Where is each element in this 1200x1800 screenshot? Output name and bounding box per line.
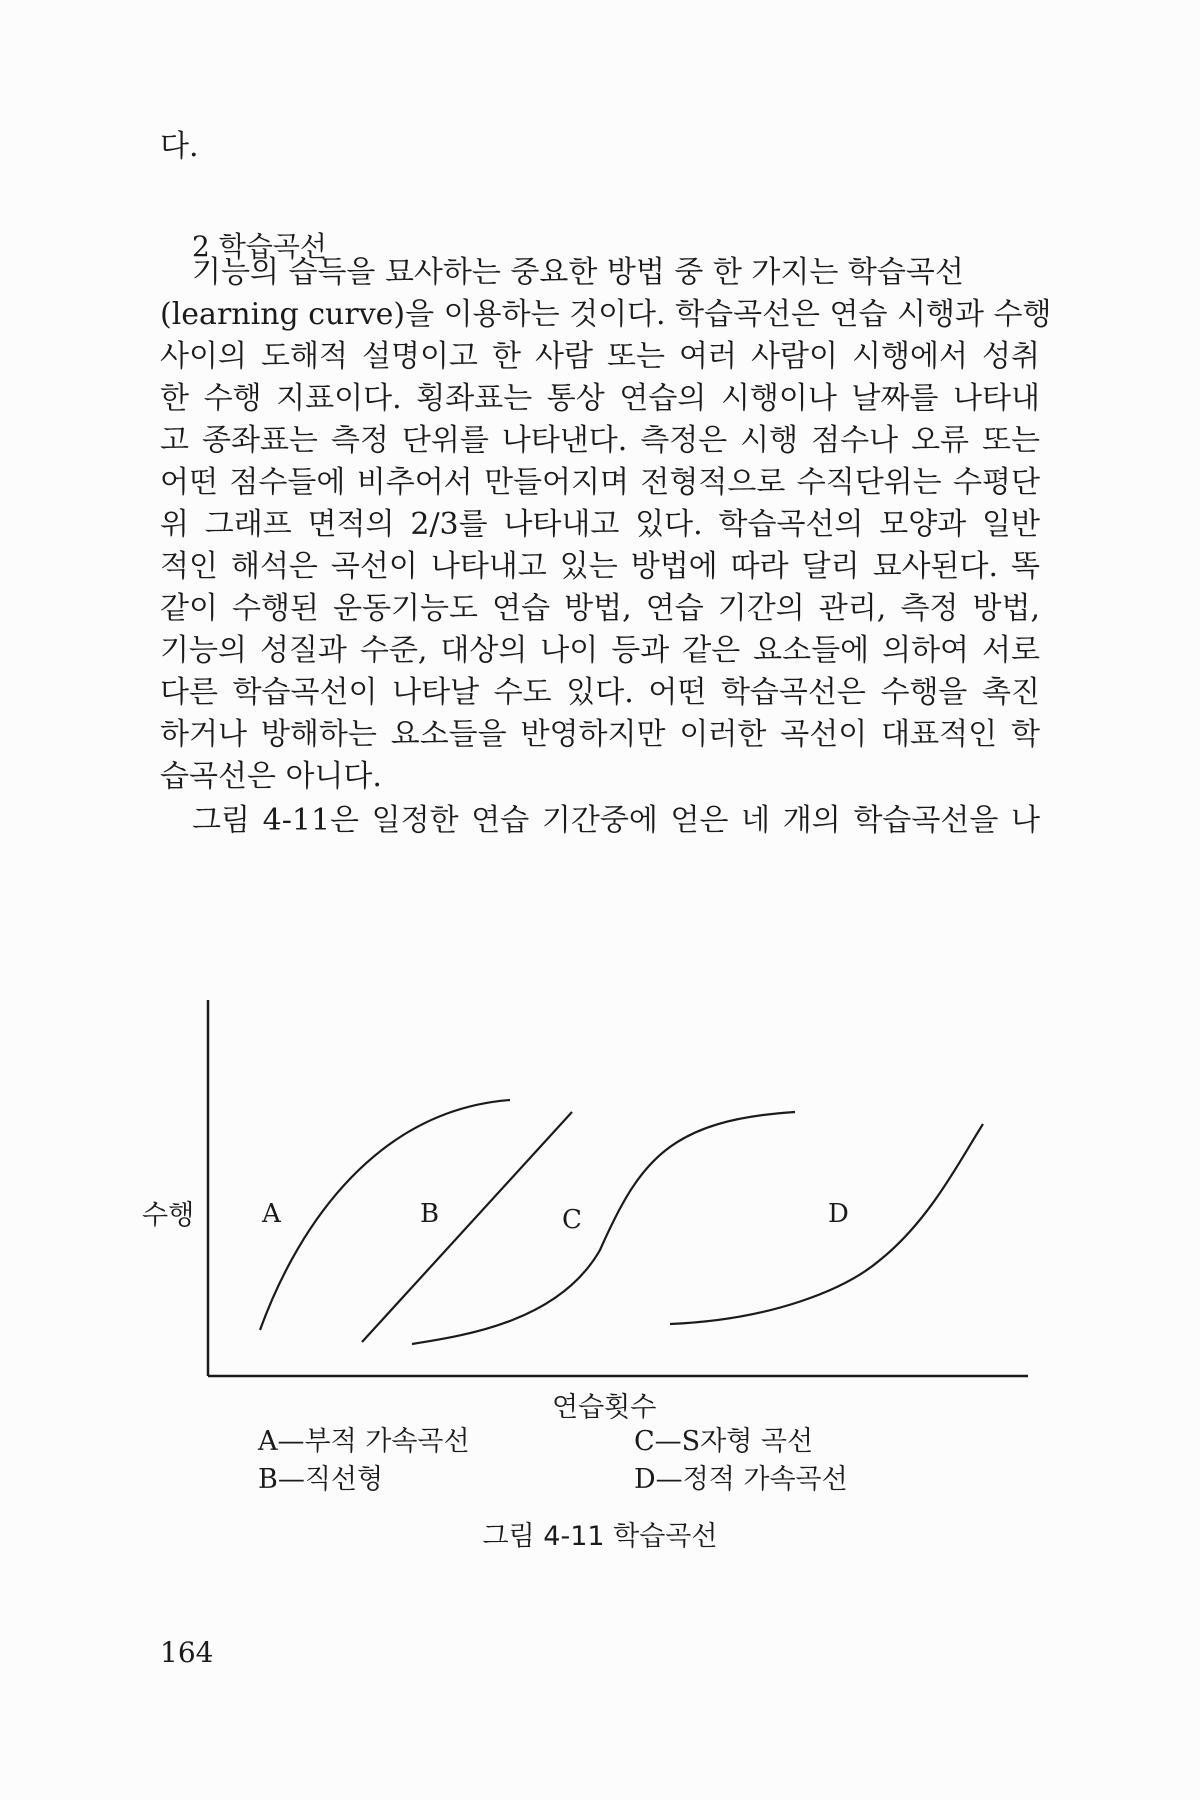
paragraph-line: 적인 해석은 곡선이 나타내고 있는 방법에 따라 달리 묘사된다. 똑 [160,549,1040,584]
curve-a [260,1100,510,1330]
curve-label-c: C [562,1205,582,1235]
legend-item-c: C—S자형 곡선 [634,1426,814,1457]
paragraph-line: 고 종좌표는 측정 단위를 나타낸다. 측정은 시행 점수나 오류 또는 [160,423,1040,458]
paragraph-line: 하거나 방해하는 요소들을 반영하지만 이러한 곡선이 대표적인 학 [160,717,1040,752]
legend-item-a: A—부적 가속곡선 [258,1426,470,1457]
paragraph-line: 어떤 점수들에 비추어서 만들어지며 전형적으로 수직단위는 수평단 [160,465,1040,500]
intro-end-text: 다. [160,129,199,164]
paragraph-line: 한 수행 지표이다. 횡좌표는 통상 연습의 시행이나 날짜를 나타내 [160,381,1040,416]
learning-curve-diagram [140,990,1040,1423]
paragraph-line: 다른 학습곡선이 나타날 수도 있다. 어떤 학습곡선은 수행을 촉진 [160,675,1040,710]
x-axis-label: 연습횟수 [552,1392,657,1423]
figure-caption: 그림 4-11 학습곡선 [482,1521,718,1552]
curve-label-d: D [828,1199,849,1229]
curve-d [670,1124,983,1324]
y-axis-label: 수행 [142,1200,195,1231]
paragraph-line: 습곡선은 아니다. [160,759,382,794]
paragraph-line: 그림 4-11은 일정한 연습 기간중에 얻은 네 개의 학습곡선을 나 [192,803,1040,838]
curve-label-a: A [262,1199,281,1229]
legend-item-b: B—직선형 [258,1464,384,1495]
page-number: 164 [160,1636,214,1669]
paragraph-line: 기능의 성질과 수준, 대상의 나이 등과 같은 요소들에 의하여 서로 [160,633,1040,668]
section-heading: 2 학습곡선 [192,230,327,263]
paragraph-line: 위 그래프 면적의 2/3를 나타내고 있다. 학습곡선의 모양과 일반 [160,507,1040,542]
learning-curve-figure [140,990,1040,1423]
paragraph-line: 같이 수행된 운동기능도 연습 방법, 연습 기간의 관리, 측정 방법, [160,591,1040,626]
legend-item-d: D—정적 가속곡선 [634,1464,848,1495]
paragraph-line: (learning curve)을 이용하는 것이다. 학습곡선은 연습 시행과 수행 [160,297,1052,332]
curve-c [412,1112,795,1344]
curve-label-b: B [420,1199,440,1229]
paragraph-line: 사이의 도해적 설명이고 한 사람 또는 여러 사람이 시행에서 성취 [160,339,1040,374]
paragraph-line: 기능의 습득을 묘사하는 중요한 방법 중 한 가지는 학습곡선 [192,255,964,290]
